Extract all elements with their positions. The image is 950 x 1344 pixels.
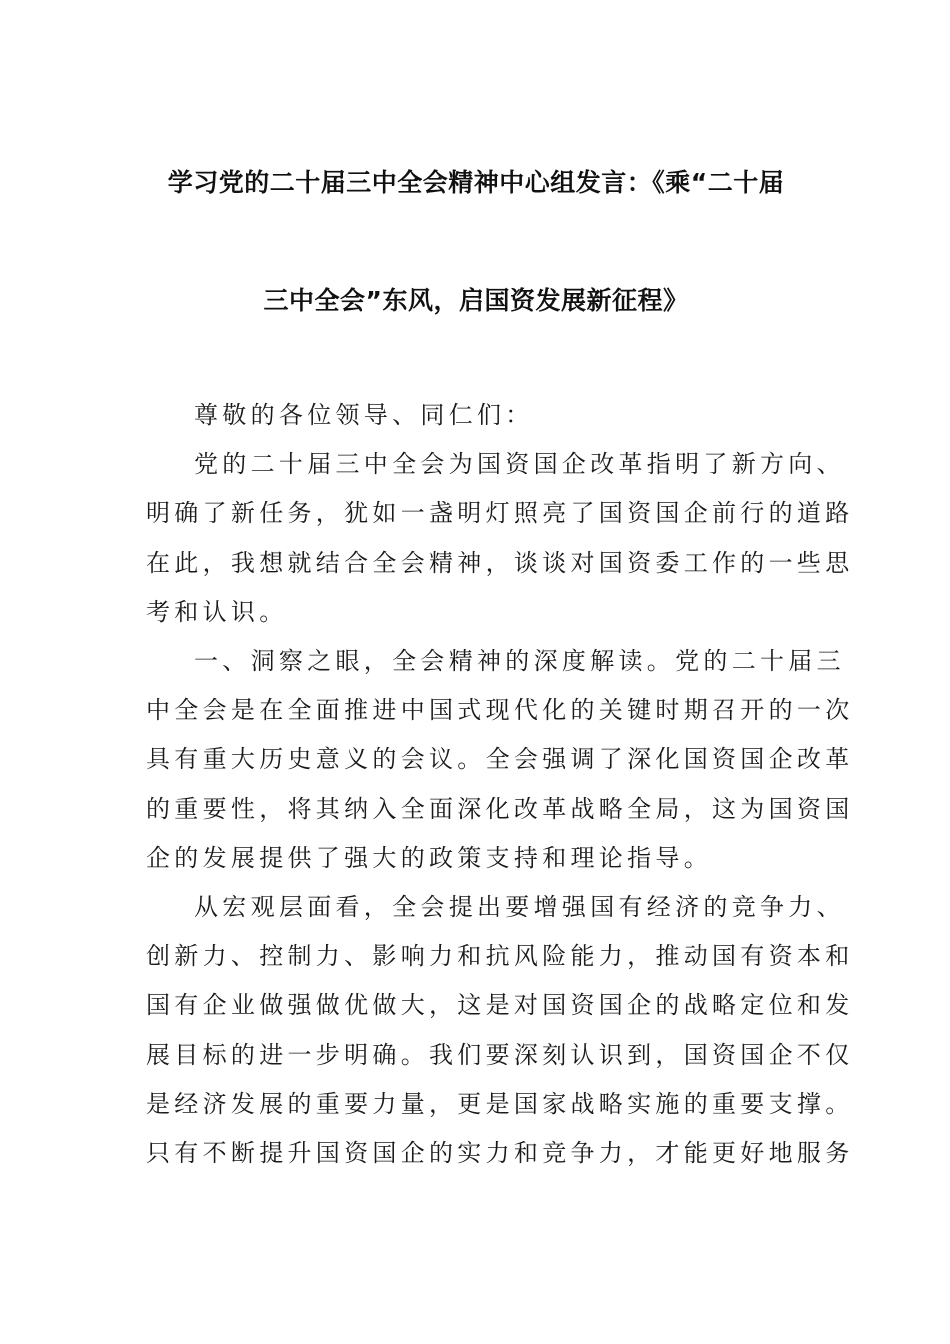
body-line: 创新力、控制力、影响力和抗风险能力，推动国有资本和	[146, 942, 854, 971]
body-line: 考和认识。	[146, 597, 288, 626]
body-line: 中全会是在全面推进中国式现代化的关键时期召开的一次	[146, 696, 854, 725]
document-title-line-1: 学习党的二十届三中全会精神中心组发言：《乘“二十届	[167, 168, 785, 197]
body-line: 从宏观层面看，全会提出要增强国有经济的竞争力、	[194, 893, 845, 922]
body-line: 具有重大历史意义的会议。全会强调了深化国资国企改革	[146, 745, 854, 774]
body-line: 明确了新任务，犹如一盏明灯照亮了国资国企前行的道路	[146, 499, 854, 528]
document-body	[146, 391, 854, 1178]
salutation: 尊敬的各位领导、同仁们：	[194, 401, 534, 429]
body-line: 企的发展提供了强大的政策支持和理论指导。	[146, 843, 712, 872]
body-line: 国有企业做强做优做大，这是对国资国企的战略定位和发	[146, 991, 854, 1020]
body-line: 的重要性，将其纳入全面深化改革战略全局，这为国资国	[146, 794, 854, 823]
body-line: 是经济发展的重要力量，更是国家战略实施的重要支撑。	[146, 1089, 854, 1118]
body-line: 在此，我想就结合全会精神，谈谈对国资委工作的一些思	[146, 548, 854, 577]
document-title-line-2: 三中全会”东风，启国资发展新征程》	[263, 286, 689, 315]
body-line: 展目标的进一步明确。我们要深刻认识到，国资国企不仅	[146, 1040, 854, 1069]
body-line: 党的二十届三中全会为国资国企改革指明了新方向、	[194, 450, 845, 479]
body-line: 只有不断提升国资国企的实力和竞争力，才能更好地服务	[146, 1139, 854, 1168]
body-line: 一、洞察之眼，全会精神的深度解读。党的二十届三	[194, 647, 845, 676]
